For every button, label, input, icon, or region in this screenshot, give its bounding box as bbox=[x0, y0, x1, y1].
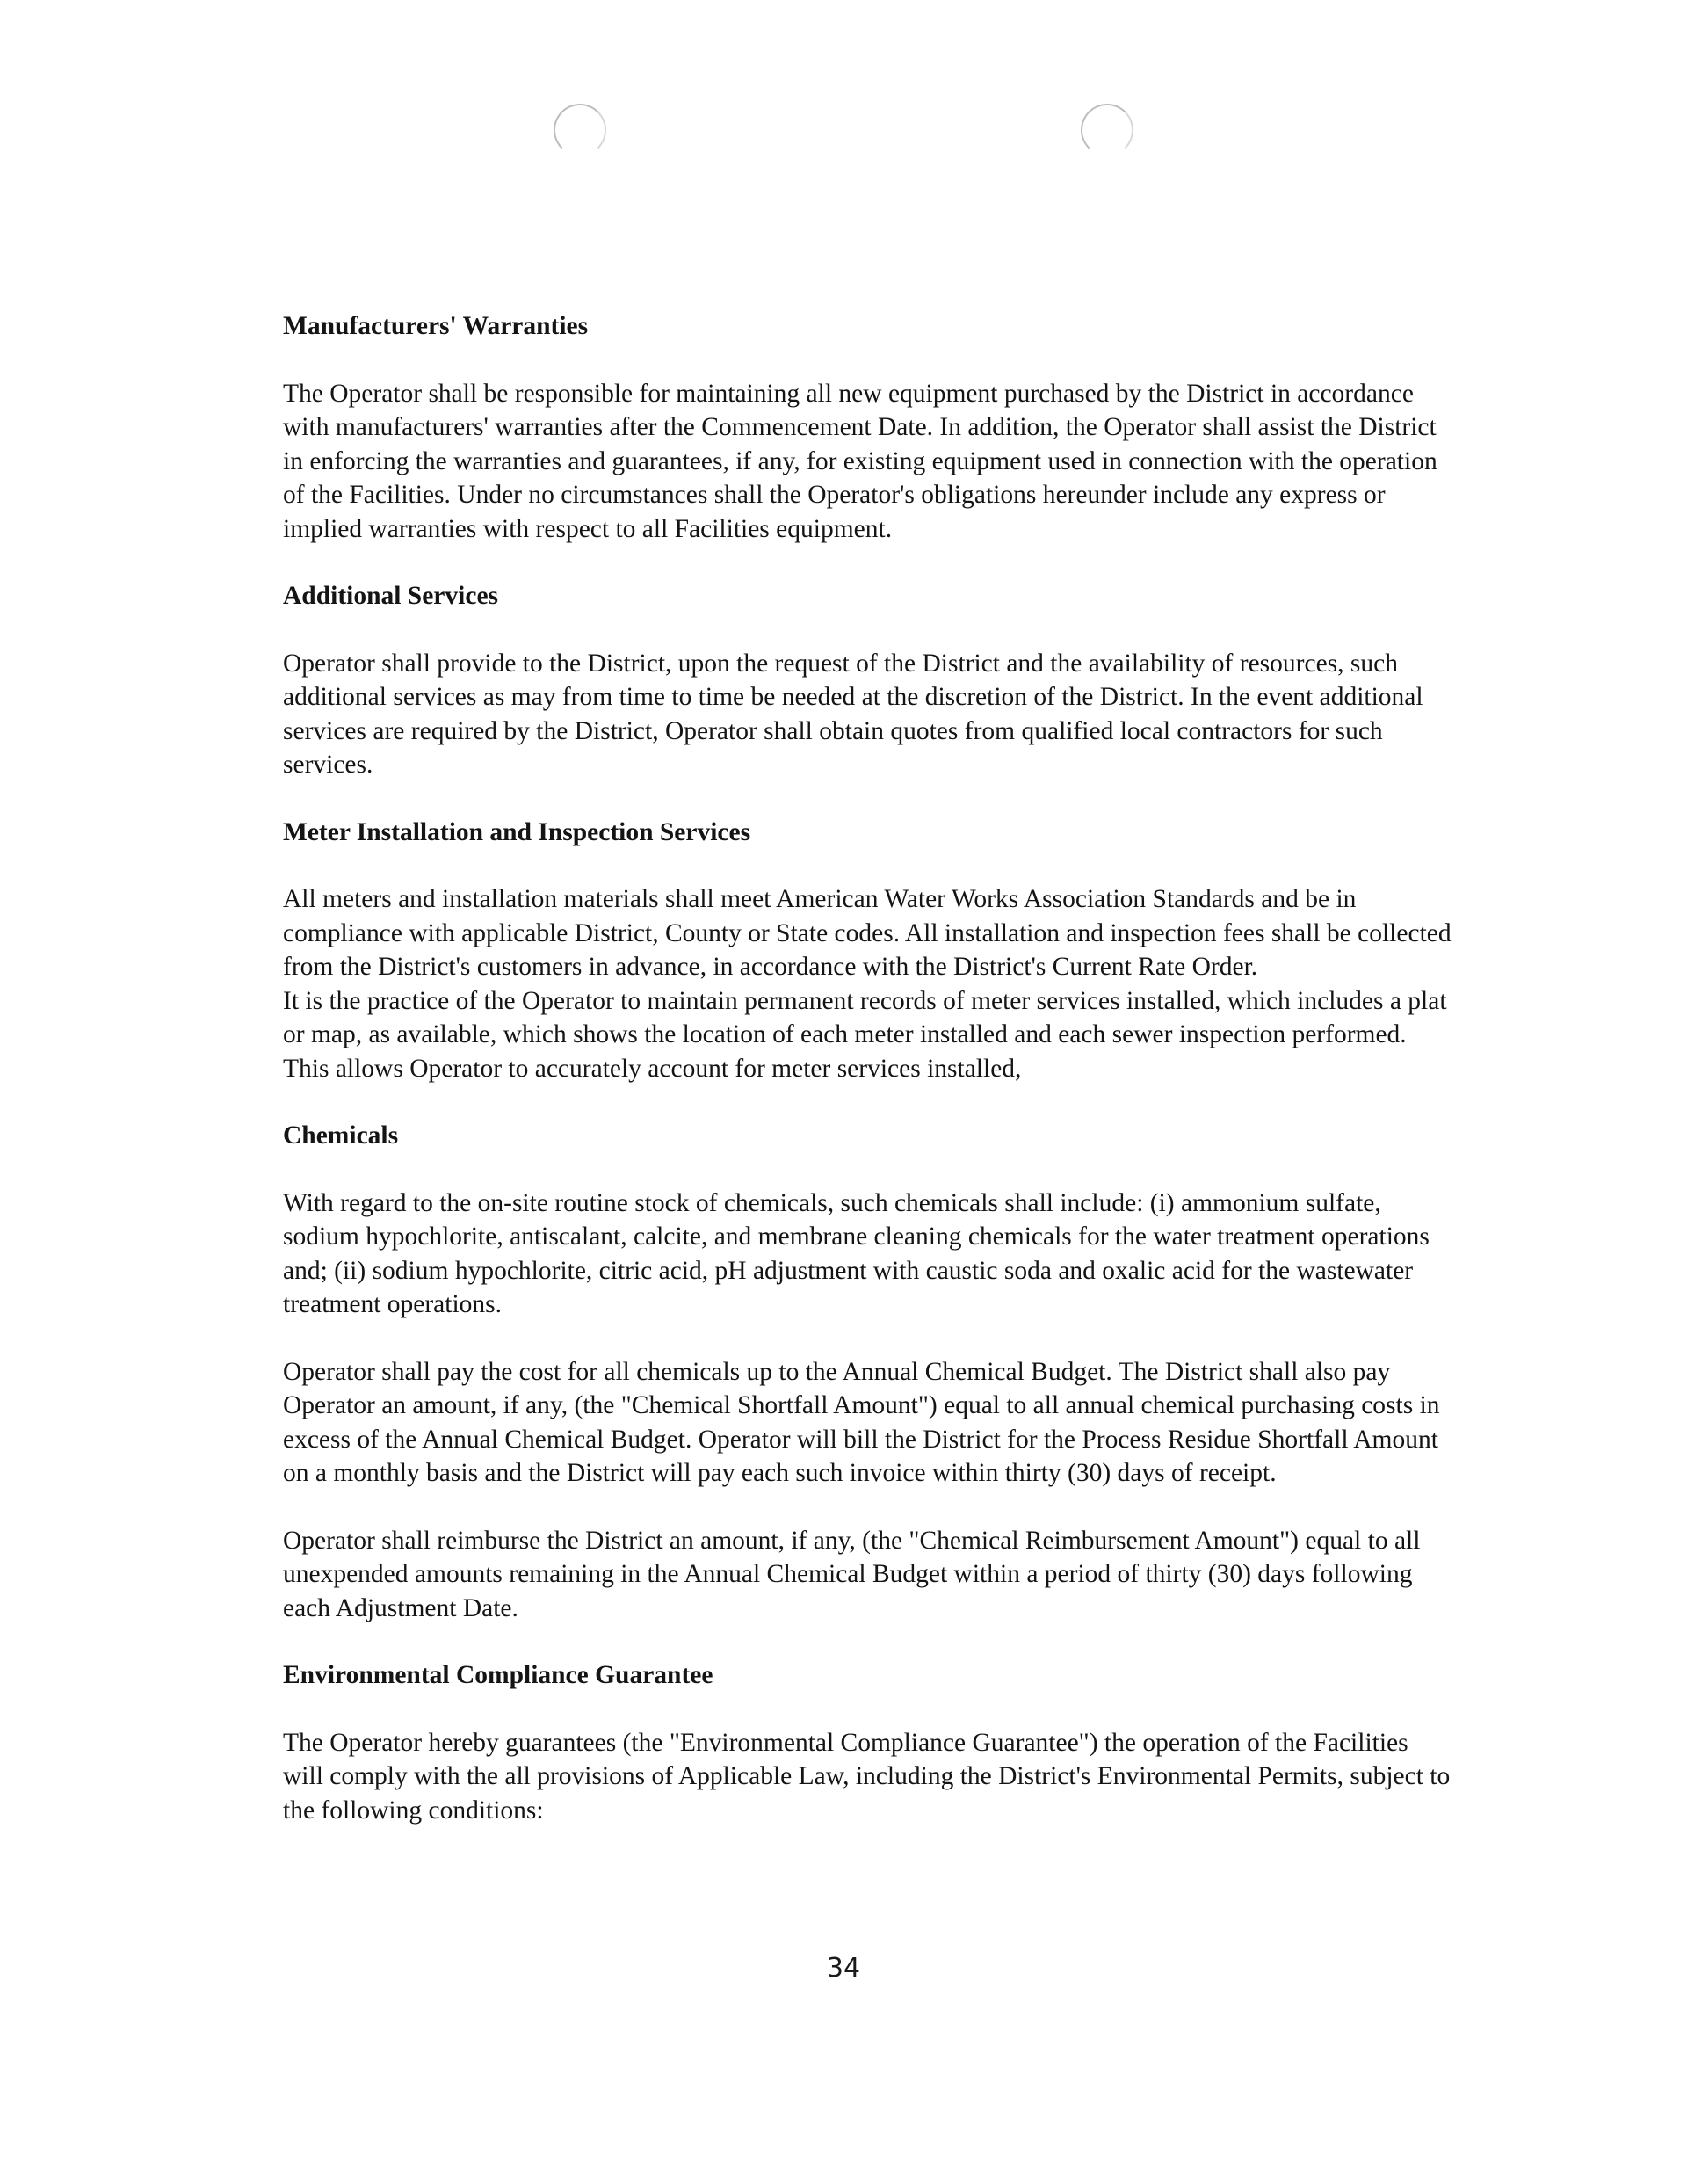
section-heading: Meter Installation and Inspection Services bbox=[283, 817, 751, 846]
section-manufacturers-warranties bbox=[283, 309, 1452, 546]
section-heading: Chemicals bbox=[283, 1121, 399, 1150]
section-meter-installation bbox=[283, 816, 1452, 1086]
page-number: 34 bbox=[826, 1953, 861, 1984]
section-heading: Additional Services bbox=[283, 582, 499, 610]
section-chemicals bbox=[283, 1119, 1452, 1625]
paragraph: It is the practice of the Operator to maintain permanent records of meter services installed, which includes a plat or map, as available, which shows the location of each meter installed and each sewer inspection performed. This allows Operator to accurately account for meter services installed, bbox=[283, 986, 1447, 1083]
punch-hole-mark bbox=[554, 104, 606, 156]
paragraph: Operator shall provide to the District, upon the request of the District and the availability of resources, such additional services as may from time to time be needed at the discretion of the District. In the event additional services are required by the District, Operator shall obtain quotes from qualified local contractors for such services. bbox=[283, 649, 1423, 779]
section-environmental-compliance bbox=[283, 1658, 1452, 1827]
section-heading: Environmental Compliance Guarantee bbox=[283, 1661, 713, 1689]
section-additional-services bbox=[283, 579, 1452, 782]
section-heading: Manufacturers' Warranties bbox=[283, 312, 589, 340]
paragraph: Operator shall reimburse the District an amount, if any, (the "Chemical Reimbursement Amount") equal to all unexpended amounts remaining in the Annual Chemical Budget within a period of thirty (30) days following each Adjustment Date. bbox=[283, 1526, 1421, 1622]
punch-hole-mark bbox=[1081, 104, 1133, 156]
paragraph: Operator shall pay the cost for all chemicals up to the Annual Chemical Budget. The District shall also pay Operator an amount, if any, (the "Chemical Shortfall Amount") equal to all annual chemical purchasing costs in excess of the Annual Chemical Budget. Operator will bill the District for the Process Residue Shortfall Amount on a monthly basis and the District will pay each such invoice within thirty (30) days of receipt. bbox=[283, 1357, 1440, 1487]
paragraph: The Operator hereby guarantees (the "Environmental Compliance Guarantee") the operation of the Facilities will comply with the all provisions of Applicable Law, including the District's Environmental Permits, subject to the following conditions: bbox=[283, 1728, 1451, 1825]
paragraph: With regard to the on-site routine stock of chemicals, such chemicals shall include: (i) ammonium sulfate, sodium hypochlorite, antiscalant, calcite, and membrane cleaning chemicals for the water treatment operations and; (ii) sodium hypochlorite, citric acid, pH adjustment with caustic soda and oxalic acid for the wastewater treatment operations. bbox=[283, 1188, 1430, 1318]
paragraph: The Operator shall be responsible for maintaining all new equipment purchased by the District in accordance with manufacturers' warranties after the Commencement Date. In addition, the Operator shall assist the District in enforcing the warranties and guarantees, if any, for existing equipment used in connection with the operation of the Facilities. Under no circumstances shall the Operator's obligations hereunder include any express or implied warranties with respect to all Facilities equipment. bbox=[283, 379, 1437, 543]
paragraph: All meters and installation materials shall meet American Water Works Association Standards and be in compliance with applicable District, County or State codes. All installation and inspection fees shall be collected from the District's customers in advance, in accordance with the District's Current Rate Order. bbox=[283, 885, 1452, 981]
page-body bbox=[283, 309, 1452, 1861]
